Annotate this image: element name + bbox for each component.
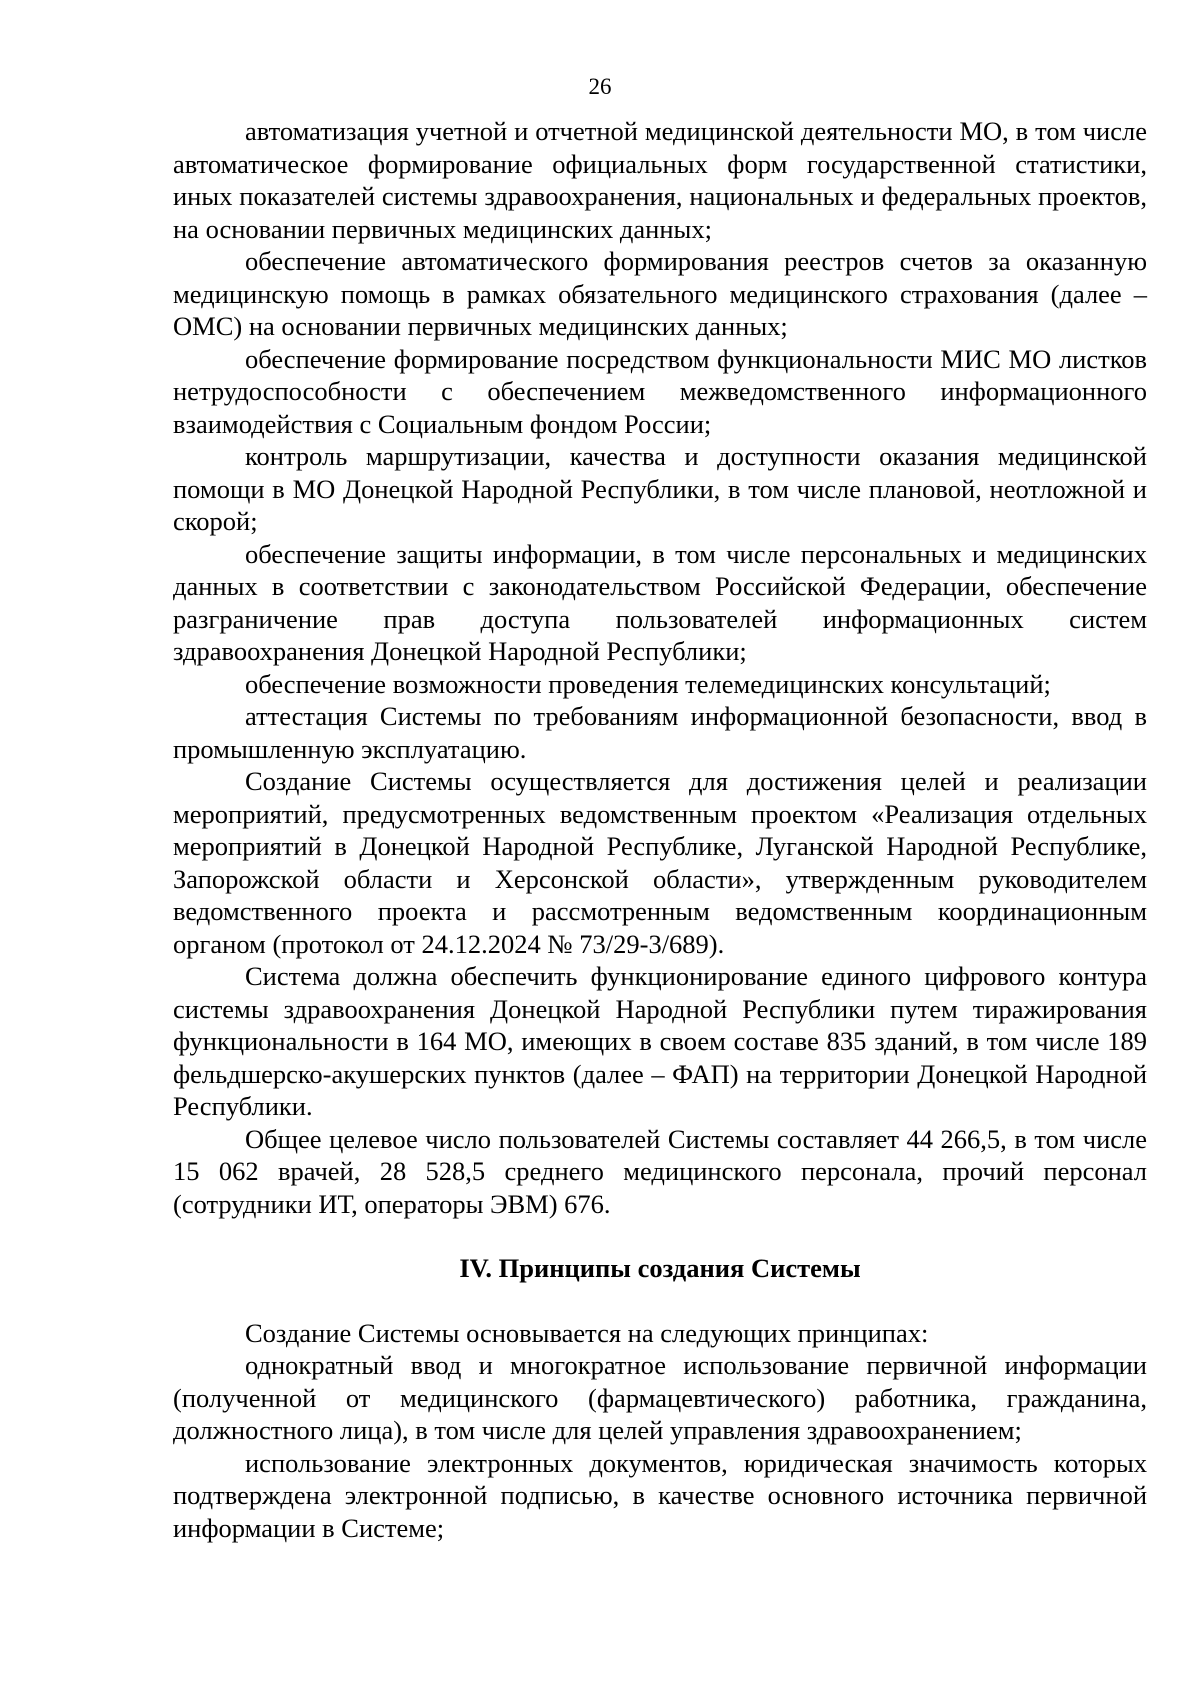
paragraph-billing-registers: обеспечение автоматического формирования реестров счетов за оказанную медицинскую помощь в рамках обязательного медицинского страхования (далее – ОМС) на основании первичных медицинских данных; [173, 246, 1147, 341]
paragraph-telemedicine: обеспечение возможности проведения телемедицинских консультаций; [245, 668, 1051, 699]
paragraph-user-count: Общее целевое число пользователей Системы составляет 44 266,5, в том числе 15 062 врачей, 28 528,5 среднего медицинского персонала, прочий персонал (сотрудники ИТ, операторы ЭВМ) 676. [173, 1123, 1147, 1219]
paragraph-certification: аттестация Системы по требованиям информационной безопасности, ввод в промышленную эксплуатацию. [173, 701, 1147, 764]
paragraph-automation-reporting: автоматизация учетной и отчетной медицинской деятельности МО, в том числе автоматическое формирование официальных форм государственной статистики, иных показателей системы здравоохранения, национальных и федеральных проектов, на основании первичных медицинских данных; [173, 116, 1147, 244]
paragraph-electronic-documents: использование электронных документов, юридическая значимость которых подтверждена электронной подписью, в качестве основного источника первичной информации в Системе; [173, 1447, 1147, 1543]
document-body [173, 115, 1147, 1544]
page-number: 26 [588, 74, 612, 99]
paragraph-data-protection: обеспечение защиты информации, в том числе персональных и медицинских данных в соответствии с законодательством Российской Федерации, обеспечение разграничение прав доступа пользователей информационных систем здравоохранения Донецкой Народной Республики; [173, 538, 1147, 666]
paragraph-sick-leave: обеспечение формирование посредством функциональности МИС МО листков нетрудоспособности с обеспечением межведомственного информационного взаимодействия с Социальным фондом России; [173, 343, 1147, 439]
paragraph-digital-contour: Система должна обеспечить функционирование единого цифрового контура системы здравоохранения Донецкой Народной Республики путем тиражирования функциональности в 164 МО, имеющих в своем составе 835 зданий, в том числе 189 фельдшерско-акушерских пунктов (далее – ФАП) на территории Донецкой Народной Республики. [173, 961, 1147, 1121]
section-heading: IV. Принципы создания Системы [459, 1253, 861, 1283]
section-principles [173, 1252, 1147, 1544]
paragraph-routing-control: контроль маршрутизации, качества и доступности оказания медицинской помощи в МО Донецкой Народной Республики, в том числе плановой, неотложной и скорой; [173, 441, 1147, 536]
paragraph-single-input: однократный ввод и многократное использование первичной информации (полученной от медицинского (фармацевтического) работника, гражданина, должностного лица), в том числе для целей управления здравоохранением; [173, 1350, 1147, 1445]
paragraph-principles-intro: Создание Системы основывается на следующих принципах: [245, 1317, 929, 1348]
paragraph-project-goals: Создание Системы осуществляется для достижения целей и реализации мероприятий, предусмотренных ведомственным проектом «Реализация отдельных мероприятий в Донецкой Народной Республике, Луганской Народной Республике, Запорожской области и Херсонской области», утвержденным руководителем ведомственного проекта и рассмотренным ведомственным координационным органом (протокол от 24.12.2024 № 73/29-3/689). [173, 766, 1147, 959]
